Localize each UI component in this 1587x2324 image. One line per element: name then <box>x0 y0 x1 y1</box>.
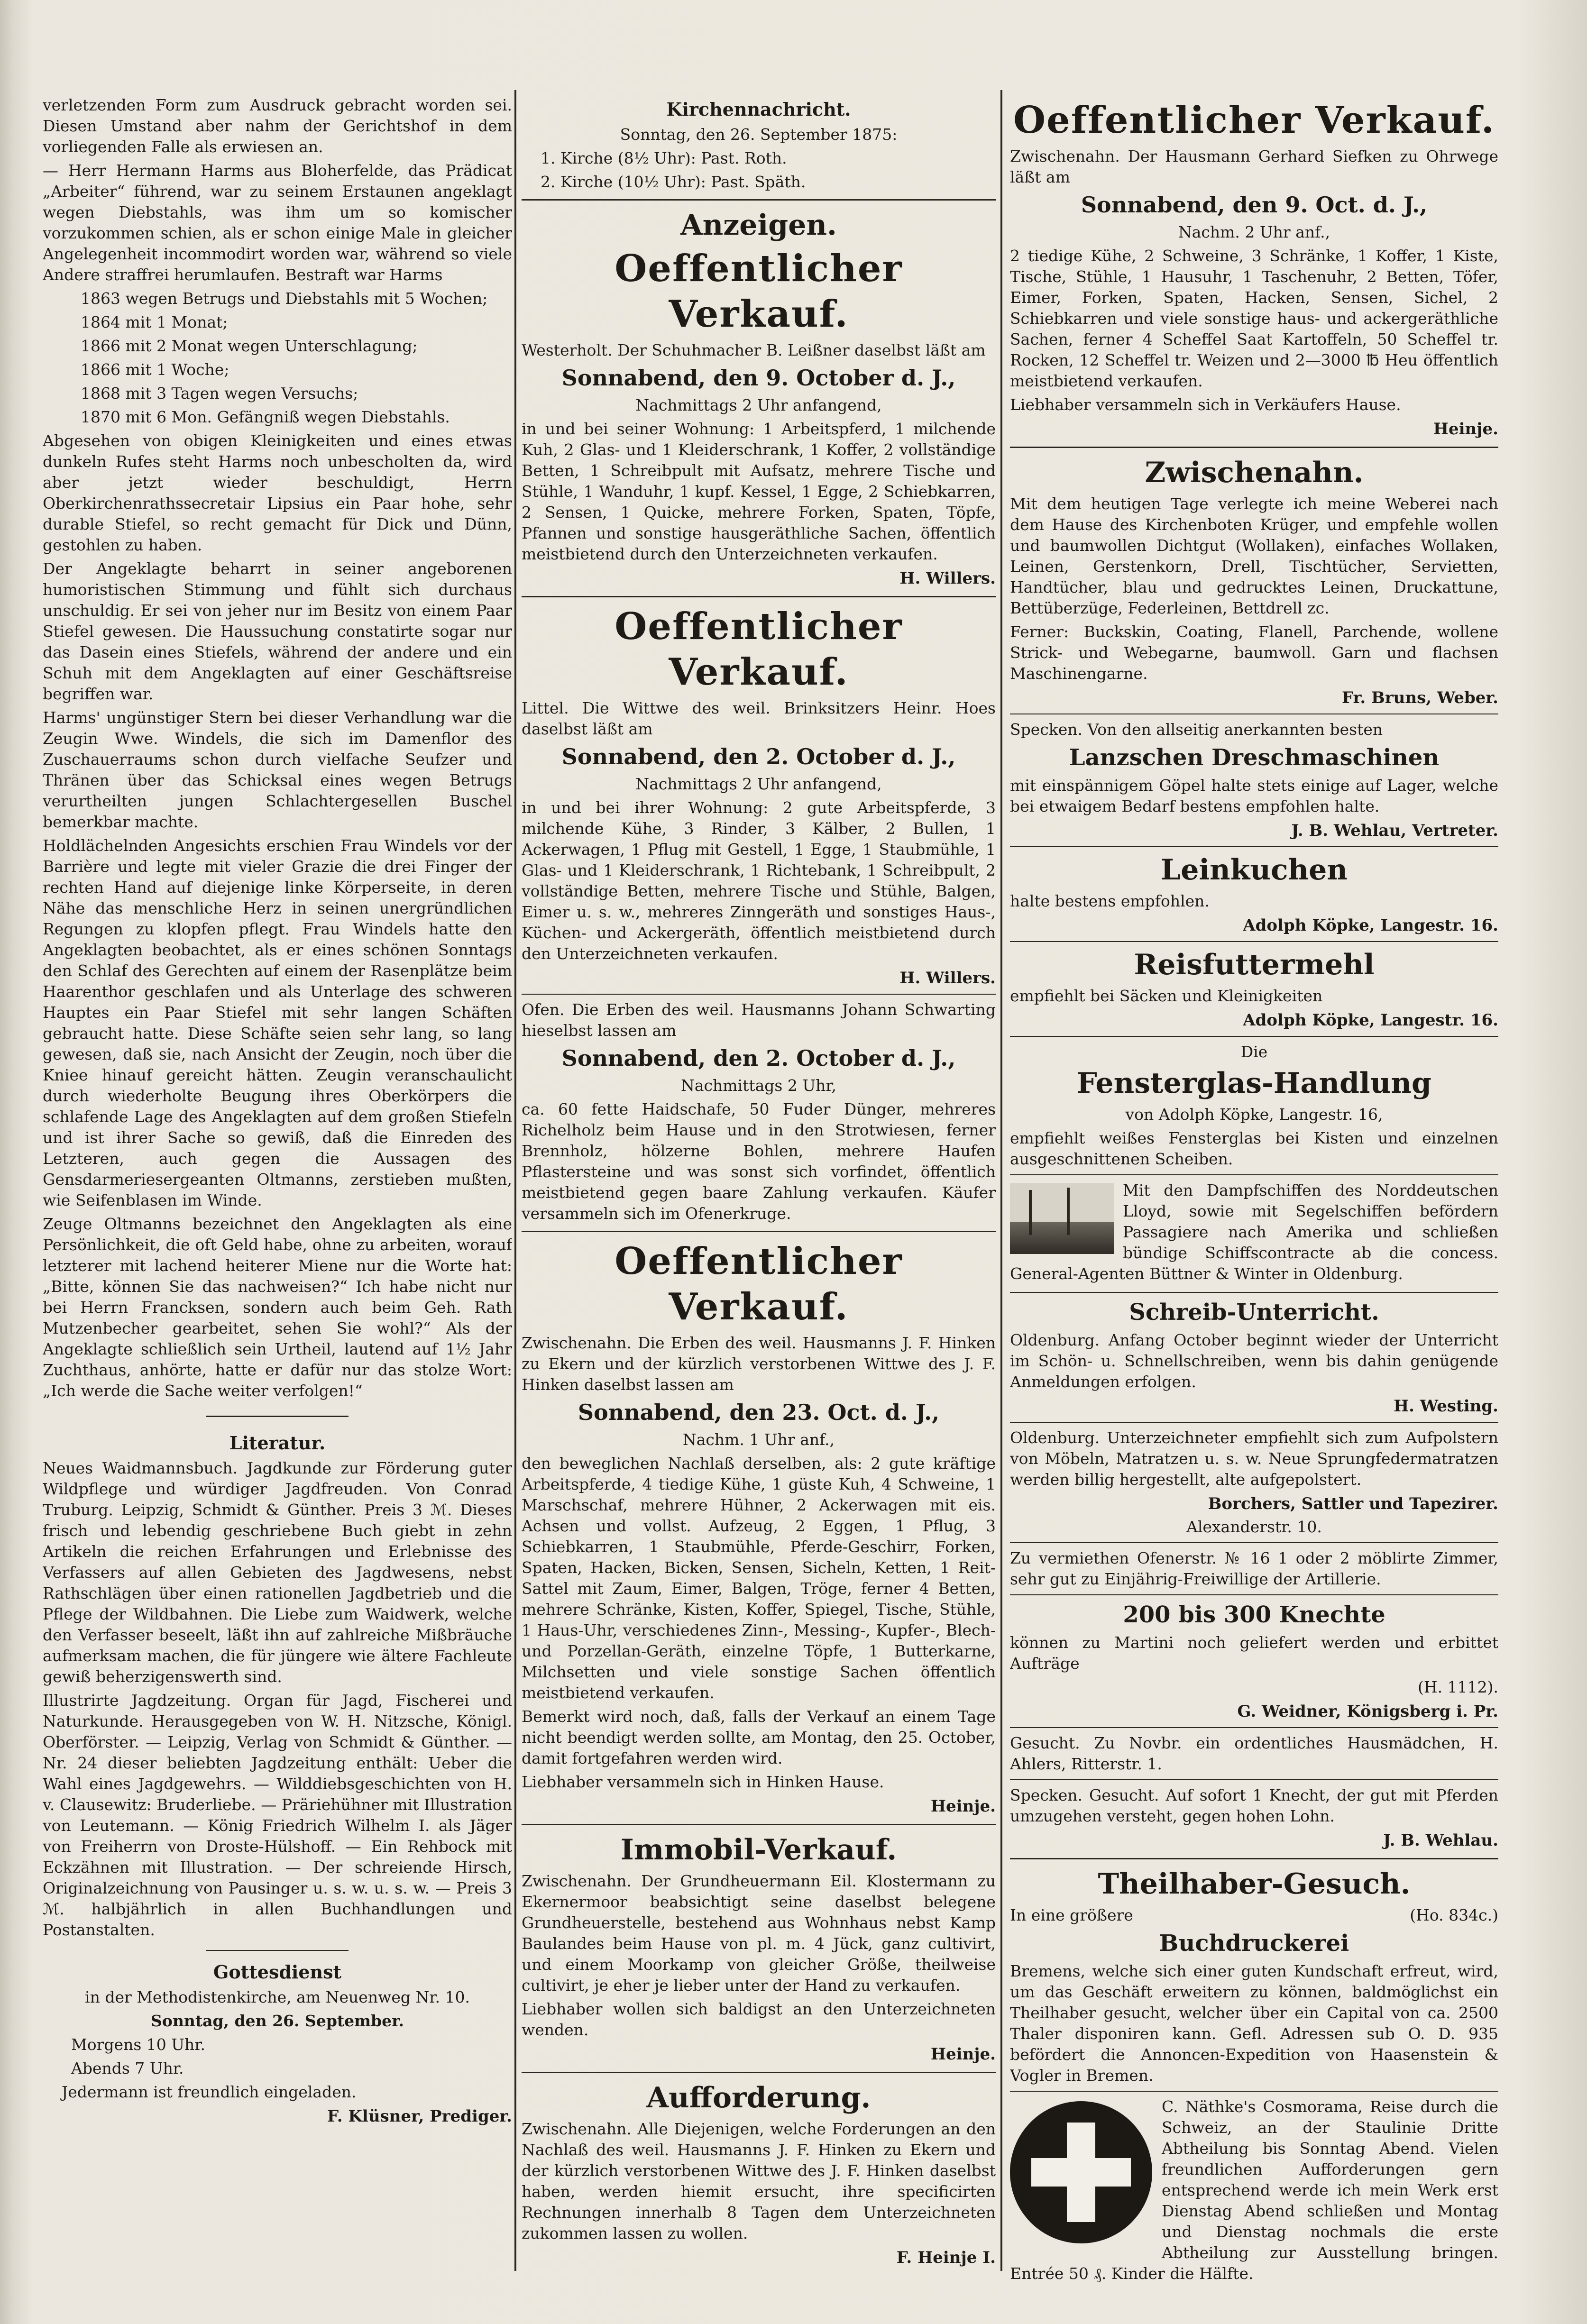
column-middle <box>522 95 996 2270</box>
ad-signature: G. Weidner, Königsberg i. Pr. <box>1237 1702 1498 1721</box>
ad-time: Nachm. 1 Uhr anf., <box>682 1430 835 1449</box>
ad-body: mit einspännigem Göpel halte stets einige auf Lager, welche bei etwaigem Bedarf bestens empfohlen halte. <box>1010 776 1498 815</box>
ad-date: Sonnabend, den 2. October d. J., <box>561 1045 956 1071</box>
column-left <box>43 95 512 2129</box>
ad-address: Alexanderstr. 10. <box>1186 1518 1322 1536</box>
ad-body: Oldenburg. Unterzeichneter empfiehlt sich zum Aufpolstern von Möbeln, Matratzen u. s. w. Neue Sprungfedermatratzen werden billig hergestellt, alte aufgepolstert. <box>1010 1428 1498 1489</box>
section-divider <box>206 1416 349 1417</box>
ad-heading: Fensterglas-Handlung <box>1077 1067 1431 1100</box>
ad-body: Specken. Gesucht. Auf sofort 1 Knecht, der gut mit Pferden umzugehen versteht, gegen hohen Lohn. <box>1010 1786 1498 1825</box>
service-line: Morgens 10 Uhr. <box>71 2035 205 2054</box>
column-rule <box>1000 90 1002 2271</box>
section-divider <box>1010 1036 1498 1037</box>
section-divider <box>1010 1422 1498 1423</box>
ad-signature: Adolph Köpke, Langestr. 16. <box>1243 1011 1498 1030</box>
service-line: Jedermann ist freundlich eingeladen. <box>62 2083 357 2101</box>
ad-intro: Littel. Die Wittwe des weil. Brinksitzers Heinr. Hoes daselbst läßt am <box>522 699 996 738</box>
section-divider <box>1010 1292 1498 1293</box>
swiss-cross-emblem <box>1010 2101 1152 2243</box>
article-paragraph: Harms' ungünstiger Stern bei dieser Verhandlung war die Zeugin Wwe. Windels, die sich im Damenflor des Zuschauerraums schon durch vielfache Seufzer und Thränen über das Schicksal eines wegen Betrugs verurtheilten jungen Schlachtergesellen Buschel bemerkbar machte. <box>43 708 512 831</box>
section-divider <box>1010 941 1498 942</box>
ad-body: C. Näthke's Cosmorama, Reise durch die Schweiz, an der Staulinie Dritte Abtheilung bis Sonntag Abend. Vielen freundlichen Aufforderungen gern entsprechend werde ich mein Werk erst Dienstag Abend schließen und Montag und Dienstag nochmals die erste Abtheilung zur Ausstellung bringen. Entrée 50 ₰. Kinder die Hälfte. <box>1010 2097 1498 2283</box>
ad-intro: Specken. Von den allseitig anerkannten besten <box>1010 720 1383 739</box>
ad-body: 2 tiedige Kühe, 2 Schweine, 3 Schränke, 1 Koffer, 1 Kiste, Tische, Stühle, 1 Hausuhr, 1 Taschenuhr, 2 Betten, Töfer, Eimer, Forken, Spaten, Hacken, Sensen, Sichel, 2 Schiebkarren und viele sonstige haus- und ackergeräthliche Sachen, ferner 4 Scheffel Saat Kartoffeln, 50 Scheffel tr. Rocken, 12 Scheffel tr. Weizen und 2—3000 ℔ Heu öffentlich meistbietend verkaufen. <box>1010 247 1498 390</box>
ad-intro <box>1010 1905 1498 1926</box>
literature-paragraph: Illustrirte Jagdzeitung. Organ für Jagd, Fischerei und Naturkunde. Herausgegeben von W. H. Nitzsche, Königl. Oberförster. — Leipzig, Verlag von Schmidt & Günther. — Nr. 24 dieser beliebten Jagdzeitung enthält: Ueber die Wahl eines Jagdgewehrs. — Wilddiebsgeschichten von H. v. Clausewitz: Bruderliebe. — Präriehühner mit Illustration von Leutemann. — König Friedrich Wilhelm I. als Jäger von Freiherrn von Droste-Hülshoff. — Ein Rehbock mit Eckzähnen mit Illustration. — Der schreiende Hirsch, Originalzeichnung von Pausinger u. s. w. u. s. w. — Preis 3 ℳ. halbjährlich in allen Buchhandlungen und Postanstalten. <box>43 1691 512 1939</box>
ad-heading: Oeffentlicher Verkauf. <box>615 247 903 336</box>
ad-intro-text: In eine größere <box>1010 1906 1133 1924</box>
ad-body: in und bei seiner Wohnung: 1 Arbeitspferd, 1 milchende Kuh, 2 Glas- und 1 Kleiderschrank, 1 Koffer, 2 vollständige Betten, 1 Schreibpult mit Aufsatz, mehrere Tische und Stühle, 1 Wanduhr, 1 kupf. Kessel, 1 Egge, 2 Schiebkarren, 2 Sensen, 1 Quicke, mehrere Forken, Spaten, Töpfe, Pfannen und sonstige hausgeräthliche Sachen, öffentlich meistbietend durch den Unterzeichneten verkaufen. <box>522 420 996 563</box>
section-divider <box>522 2072 996 2073</box>
ad-signature: J. B. Wehlau, Vertreter. <box>1291 821 1498 840</box>
article-paragraph: verletzenden Form zum Ausdruck gebracht worden sei. Diesen Umstand aber nahm der Gerichtshof in dem vorliegenden Falle als erwiesen an. <box>43 96 512 156</box>
article-paragraph: Abgesehen von obigen Kleinigkeiten und eines etwas dunkeln Rufes steht Harms noch unbescholten da, wird aber jetzt wieder beschuldigt, Herrn Oberkirchenrathssecretair Lipsius ein Paar hohe, sehr durable Stiefel, so recht gemacht für Dick und Dünn, gestohlen zu haben. <box>43 431 512 554</box>
article-paragraph: Zeuge Oltmanns bezeichnet den Angeklagten als eine Persönlichkeit, die oft Geld habe, ohne zu arbeiten, worauf letzterer mit lachend heiterer Miene nur die Worte hat: „Bitte, können Sie das nachweisen?“ Ich habe nicht nur bei Herrn Francksen, sondern auch beim Geh. Rath Mutzenbecher gearbeitet, sehen Sie wohl?“ Als der Angeklagte schließlich sein Urtheil, lautend auf 1½ Jahr Zuchthaus, anhörte, hatte er dafür nur das stolze Wort: „Ich werde die Sache weiter verfolgen!“ <box>43 1215 512 1400</box>
record-line: 1866 mit 1 Woche; <box>81 360 229 379</box>
ad-reference: (Ho. 834c.) <box>1410 1906 1498 1924</box>
ad-signature: J. B. Wehlau. <box>1383 1831 1498 1850</box>
church-line: 1. Kirche (8½ Uhr): Past. Roth. <box>541 149 787 167</box>
ad-time: Nachm. 2 Uhr anf., <box>1178 223 1330 241</box>
ad-heading: Leinkuchen <box>1161 853 1348 887</box>
section-divider <box>522 199 996 201</box>
ad-intro: Die <box>1240 1043 1268 1061</box>
ad-body: Zwischenahn. Der Grundheuermann Eil. Klostermann zu Ekernermoor beabsichtigt seine daselbst belegene Grundheuerstelle, bestehend aus Wohnhaus nebst Kamp Baulandes beim Hause von pl. m. 4 Jück, ganz cultivirt, und einem Moorkamp von gleicher Größe, theilweise cultivirt, je eher je lieber unter der Hand zu verkaufen. <box>522 1872 996 1995</box>
steamship-illustration <box>1010 1183 1114 1254</box>
church-line: 2. Kirche (10½ Uhr): Past. Späth. <box>541 173 806 191</box>
record-line: 1864 mit 1 Monat; <box>81 313 228 331</box>
section-divider <box>522 1824 996 1825</box>
ad-body: Mit dem heutigen Tage verlegte ich meine Weberei nach dem Hause des Kirchenboten Krüger, und empfehle wollen und baumwollen Dichtgut (Wollaken), einfaches Wollaken, Leinen, Gerstenkorn, Drell, Tischtücher, Servietten, Handtücher, blau und gedrucktes Leinen, Druckattune, Bettüberzüge, Federleinen, Bettdrell zc. <box>1010 494 1498 617</box>
ad-body: Gesucht. Zu Novbr. ein ordentliches Hausmädchen, H. Ahlers, Ritterstr. 1. <box>1010 1734 1498 1773</box>
ad-heading: Lanzschen Dreschmaschinen <box>1069 744 1440 771</box>
service-line: Abends 7 Uhr. <box>71 2059 184 2077</box>
section-divider <box>1010 1858 1498 1859</box>
ad-body: empfiehlt bei Säcken und Kleinigkeiten <box>1010 987 1323 1005</box>
ad-signature: Heinje. <box>930 2045 996 2064</box>
ad-date: Sonnabend, den 2. October d. J., <box>561 744 956 769</box>
record-line: 1868 mit 3 Tagen wegen Versuchs; <box>81 384 358 403</box>
service-heading: Gottesdienst <box>213 1961 342 1983</box>
service-line: Sonntag, den 26. September. <box>151 2012 404 2030</box>
section-divider <box>1010 1727 1498 1728</box>
ad-date: Sonnabend, den 9. October d. J., <box>561 365 956 391</box>
article-paragraph: — Herr Hermann Harms aus Bloherfelde, das Prädicat „Arbeiter“ führend, war zu seinem Erstaunen angeklagt wegen Diebstahls, was ihm um so komischer vorzukommen schien, als er schon einige Male in gleicher Angelegenheit incommodirt worden war, während so viele Andere straffrei herumlaufen. Bestraft war Harms <box>43 161 512 284</box>
record-line: 1866 mit 2 Monat wegen Unterschlagung; <box>81 337 418 355</box>
ad-signature: H. Westing. <box>1394 1397 1498 1416</box>
ad-body: Bremens, welche sich einer guten Kundschaft erfreut, wird, um das Geschäft erweitern zu können, baldmöglichst ein Theilhaber gesucht, welcher über ein Capital von ca. 2500 Thaler disponiren kann. Gefl. Adressen sub O. D. 935 befördert die Annoncen-Expedition von Haasenstein & Vogler in Bremen. <box>1010 1962 1498 2085</box>
ad-intro: Zwischenahn. Die Erben des weil. Hausmanns J. F. Hinken zu Ekern und der kürzlich verstorbenen Wittwe des J. F. Hinken daselbst lassen am <box>522 1334 996 1394</box>
ad-body: Oldenburg. Anfang October beginnt wieder der Unterricht im Schön- u. Schnellschreiben, wenn bis dahin genügende Anmeldungen erfolgen. <box>1010 1331 1498 1391</box>
ad-time: Nachmittags 2 Uhr anfangend, <box>635 396 882 414</box>
ad-heading: Reisfuttermehl <box>1134 948 1375 981</box>
ad-signature: Heinje. <box>930 1797 996 1816</box>
ad-body: halte bestens empfohlen. <box>1010 892 1210 910</box>
section-divider <box>1010 846 1498 847</box>
church-line: Sonntag, den 26. September 1875: <box>620 125 898 144</box>
ads-heading: Anzeigen. <box>680 209 837 242</box>
ad-closing: Liebhaber wollen sich baldigst an den Unterzeichneten wenden. <box>522 2000 996 2039</box>
record-line: 1870 mit 6 Mon. Gefängniß wegen Diebstahls. <box>81 408 450 426</box>
ad-body: Zu vermiethen Ofenerstr. № 16 1 oder 2 möblirte Zimmer, sehr gut zu Einjährig-Freiwillige der Artillerie. <box>1010 1549 1498 1588</box>
ad-heading: Zwischenahn. <box>1145 456 1364 489</box>
ad-intro: von Adolph Köpke, Langestr. 16, <box>1125 1105 1383 1124</box>
ad-heading: Oeffentlicher Verkauf. <box>615 605 903 694</box>
ad-intro: Westerholt. Der Schuhmacher B. Leißner daselbst läßt am <box>522 341 986 359</box>
ad-heading: Immobil-Verkauf. <box>620 1833 897 1867</box>
ad-date: Sonnabend, den 9. Oct. d. J., <box>1081 192 1428 218</box>
section-divider <box>522 1231 996 1232</box>
church-heading: Kirchennachricht. <box>666 99 851 120</box>
ad-signature: Adolph Köpke, Langestr. 16. <box>1243 916 1498 935</box>
service-signature: F. Klüsner, Prediger. <box>327 2107 512 2126</box>
section-divider <box>1010 1174 1498 1175</box>
ad-body: Ferner: Buckskin, Coating, Flanell, Parchende, wollene Strick- und Webegarne, baumwoll. Garn und flachsen Maschinengarne. <box>1010 622 1498 683</box>
ad-signature: H. Willers. <box>899 569 996 588</box>
ad-body: in und bei ihrer Wohnung: 2 gute Arbeitspferde, 3 milchende Kühe, 3 Rinder, 3 Kälber, 2 Bullen, 1 Ackerwagen, 1 Pflug mit Gestell, 1 Egge, 1 Staubmühle, 1 Glas- und 1 Kleiderschrank, 1 Richtebank, 1 Schreibpult, 2 vollständige Betten, mehrere Tische und Stühle, Balgen, Eimer u. s. w., mehreres Zinngeräth und sonstiges Haus-, Küchen- und Ackergeräth, öffentlich meistbietend durch den Unterzeichneten verkaufen. <box>522 798 996 963</box>
ad-time: Nachmittags 2 Uhr anfangend, <box>635 775 882 793</box>
section-divider <box>206 1950 349 1951</box>
ad-signature: H. Willers. <box>899 969 996 988</box>
service-line: in der Methodistenkirche, am Neuenweg Nr. 10. <box>85 1988 470 2006</box>
section-divider <box>1010 1779 1498 1780</box>
ad-subheading: Buchdruckerei <box>1159 1930 1349 1957</box>
ad-time: Nachmittags 2 Uhr, <box>680 1076 837 1095</box>
ad-note: Bemerkt wird noch, daß, falls der Verkauf an einem Tage nicht beendigt werden sollte, am Montag, den 25. October, damit fortgefahren werden wird. <box>522 1707 996 1767</box>
ad-heading: Aufforderung. <box>646 2081 871 2114</box>
section-divider <box>522 994 996 995</box>
ad-body: Zwischenahn. Alle Diejenigen, welche Forderungen an den Nachlaß des weil. Hausmanns J. F. Hinken zu Ekern und der kürzlich verstorbenen Wittwe des J. F. Hinken daselbst haben, werden hiemit ersucht, ihre specificirten Rechnungen innerhalb 8 Tagen dem Unterzeichneten zukommen lassen zu wollen. <box>522 2120 996 2242</box>
ad-heading: Oeffentlicher Verkauf. <box>1013 99 1495 142</box>
ad-body: empfiehlt weißes Fensterglas bei Kisten und einzelnen ausgeschnittenen Scheiben. <box>1010 1129 1498 1168</box>
ad-signature: Fr. Bruns, Weber. <box>1342 688 1498 707</box>
ad-body: ca. 60 fette Haidschafe, 50 Fuder Dünger, mehreres Richelholz beim Hause und in den Strotwiesen, ferner Brennholz, hölzerne Bohlen, mehrere Haufen Pflastersteine und was sonst sich vorfindet, öffentlich meistbietend gegen baare Zahlung verkaufen. Käufer versammeln sich im Ofenerkruge. <box>522 1100 996 1223</box>
section-divider <box>1010 447 1498 448</box>
ad-body: können zu Martini noch geliefert werden und erbittet Aufträge <box>1010 1633 1498 1673</box>
ad-closing: Liebhaber versammeln sich in Verkäufers Hause. <box>1010 395 1401 414</box>
ad-body: den beweglichen Nachlaß derselben, als: 2 gute kräftige Arbeitspferde, 4 tiedige Kühe, 1 güste Kuh, 4 Schweine, 1 Marschschaf, mehrere Hühner, 2 Ackerwagen mit eis. Achsen und vollst. Aufzeug, 2 Eggen, 1 Pflug, 3 Schiebkarren, 1 Staubmühle, Pferde-Geschirr, Forken, Spaten, Hacken, Bicken, Sensen, Sicheln, Ketten, 1 Reit-Sattel mit Zaum, Eimer, Balgen, Tröge, ferner 4 Betten, mehrere Schränke, Kisten, Koffer, Spiegel, Tische, Stühle, 1 Haus-Uhr, verschiedenes Zinn-, Messing-, Kupfer-, Blech- und Porzellan-Geräth, einzelne Töpfe, 1 Butterkarne, Milchsetten und viele sonstige Sachen öffentlich meistbietend verkaufen. <box>522 1454 996 1702</box>
ad-signature: F. Heinje I. <box>896 2248 996 2267</box>
section-divider <box>1010 1594 1498 1595</box>
section-divider <box>1010 2091 1498 2092</box>
literature-paragraph: Neues Waidmannsbuch. Jagdkunde zur Förderung guter Wildpflege und würdiger Jagdfreuden. Von Conrad Truburg. Leipzig, Schmidt & Günther. Preis 3 ℳ. Dieses frisch und lebendig geschriebene Buch giebt in zehn Artikeln die reichen Erfahrungen und Erlebnisse des Verfassers auf allen Gebieten des Jagdwesens, nebst Rathschlägen über einen rationellen Jagdbetrieb und die Pflege der Wildbahnen. Die Liebe zum Waidwerk, welche den Verfasser beseelt, läßt ihn auf zahlreiche Mißbräuche aufmerksam machen, die für jüngere wie ältere Fachleute gewiß beherzigenswerth sind. <box>43 1459 512 1686</box>
article-paragraph: Der Angeklagte beharrt in seiner angeborenen humoristischen Stimmung und fühlt sich durchaus unschuldig. Er sei von jeher nur im Besitz von einem Paar Stiefel gewesen. Die Haussuchung constatirte sogar nur das Dasein eines Stiefels, während der andere und ein Schuh mit dem Angeklagten auf einer Geschäftsreise begriffen war. <box>43 559 512 703</box>
ad-closing: Liebhaber versammeln sich in Hinken Hause. <box>522 1773 884 1791</box>
ad-heading: Oeffentlicher Verkauf. <box>615 1240 903 1328</box>
ad-intro: Ofen. Die Erben des weil. Hausmanns Johann Schwarting hieselbst lassen am <box>522 1000 996 1040</box>
ad-heading: Schreib-Unterricht. <box>1129 1299 1379 1326</box>
ad-intro: Zwischenahn. Der Hausmann Gerhard Siefken zu Ohrwege läßt am <box>1010 147 1498 186</box>
article-paragraph: Holdlächelnden Angesichts erschien Frau Windels vor der Barrière und legte mit vieler Grazie die drei Finger der rechten Hand auf diejenige linke Körperseite, in deren Nähe das menschliche Herz in seinen unergründlichen Regungen zu klopfen pflegt. Frau Windels hatte den Angeklagten beobachtet, als er eines schönen Sonntags den Schlaf des Gerechten auf einem der Rasenplätze beim Haarenthor geschlafen und als Unterlage des schweren Hauptes ein Paar Stiefel mit sehr langen Schäften gebraucht hatte. Diese Schäfte seien sehr lang, so lang gewesen, daß sie, nach Ansicht der Zeugin, noch über die Kniee hinauf gereicht hätten. Zeugin veranschaulicht durch wiederholte Beugung ihres Oberkörpers die schlafende Lage des Angeklagten auf dem großen Stiefeln und ist ihrer Sache so gewiß, daß die Einreden des Letzteren, auch gegen die Aussagen des Gensdarmeriesergeanten Oltmanns, zerstieben mußten, wie Seifenblasen im Winde. <box>43 836 512 1209</box>
ad-body: Mit den Dampfschiffen des Norddeutschen Lloyd, sowie mit Segelschiffen befördern Passagiere nach Amerika und schließen bündige Schiffscontracte ab die concess. General-Agenten Büttner & Winter in Oldenburg. <box>1010 1181 1498 1283</box>
section-divider <box>1010 1542 1498 1543</box>
literature-heading: Literatur. <box>229 1432 326 1454</box>
ad-date: Sonnabend, den 23. Oct. d. J., <box>578 1400 940 1425</box>
ad-signature: Borchers, Sattler und Tapezirer. <box>1208 1494 1498 1513</box>
record-line: 1863 wegen Betrugs und Diebstahls mit 5 Wochen; <box>81 289 488 308</box>
column-right <box>1010 95 1498 2287</box>
section-divider <box>522 596 996 597</box>
ad-heading: 200 bis 300 Knechte <box>1123 1601 1385 1628</box>
ad-reference: (H. 1112). <box>1418 1678 1498 1696</box>
column-rule <box>514 90 516 2271</box>
ad-heading: Theilhaber-Gesuch. <box>1098 1867 1411 1901</box>
ad-signature: Heinje. <box>1433 420 1498 439</box>
